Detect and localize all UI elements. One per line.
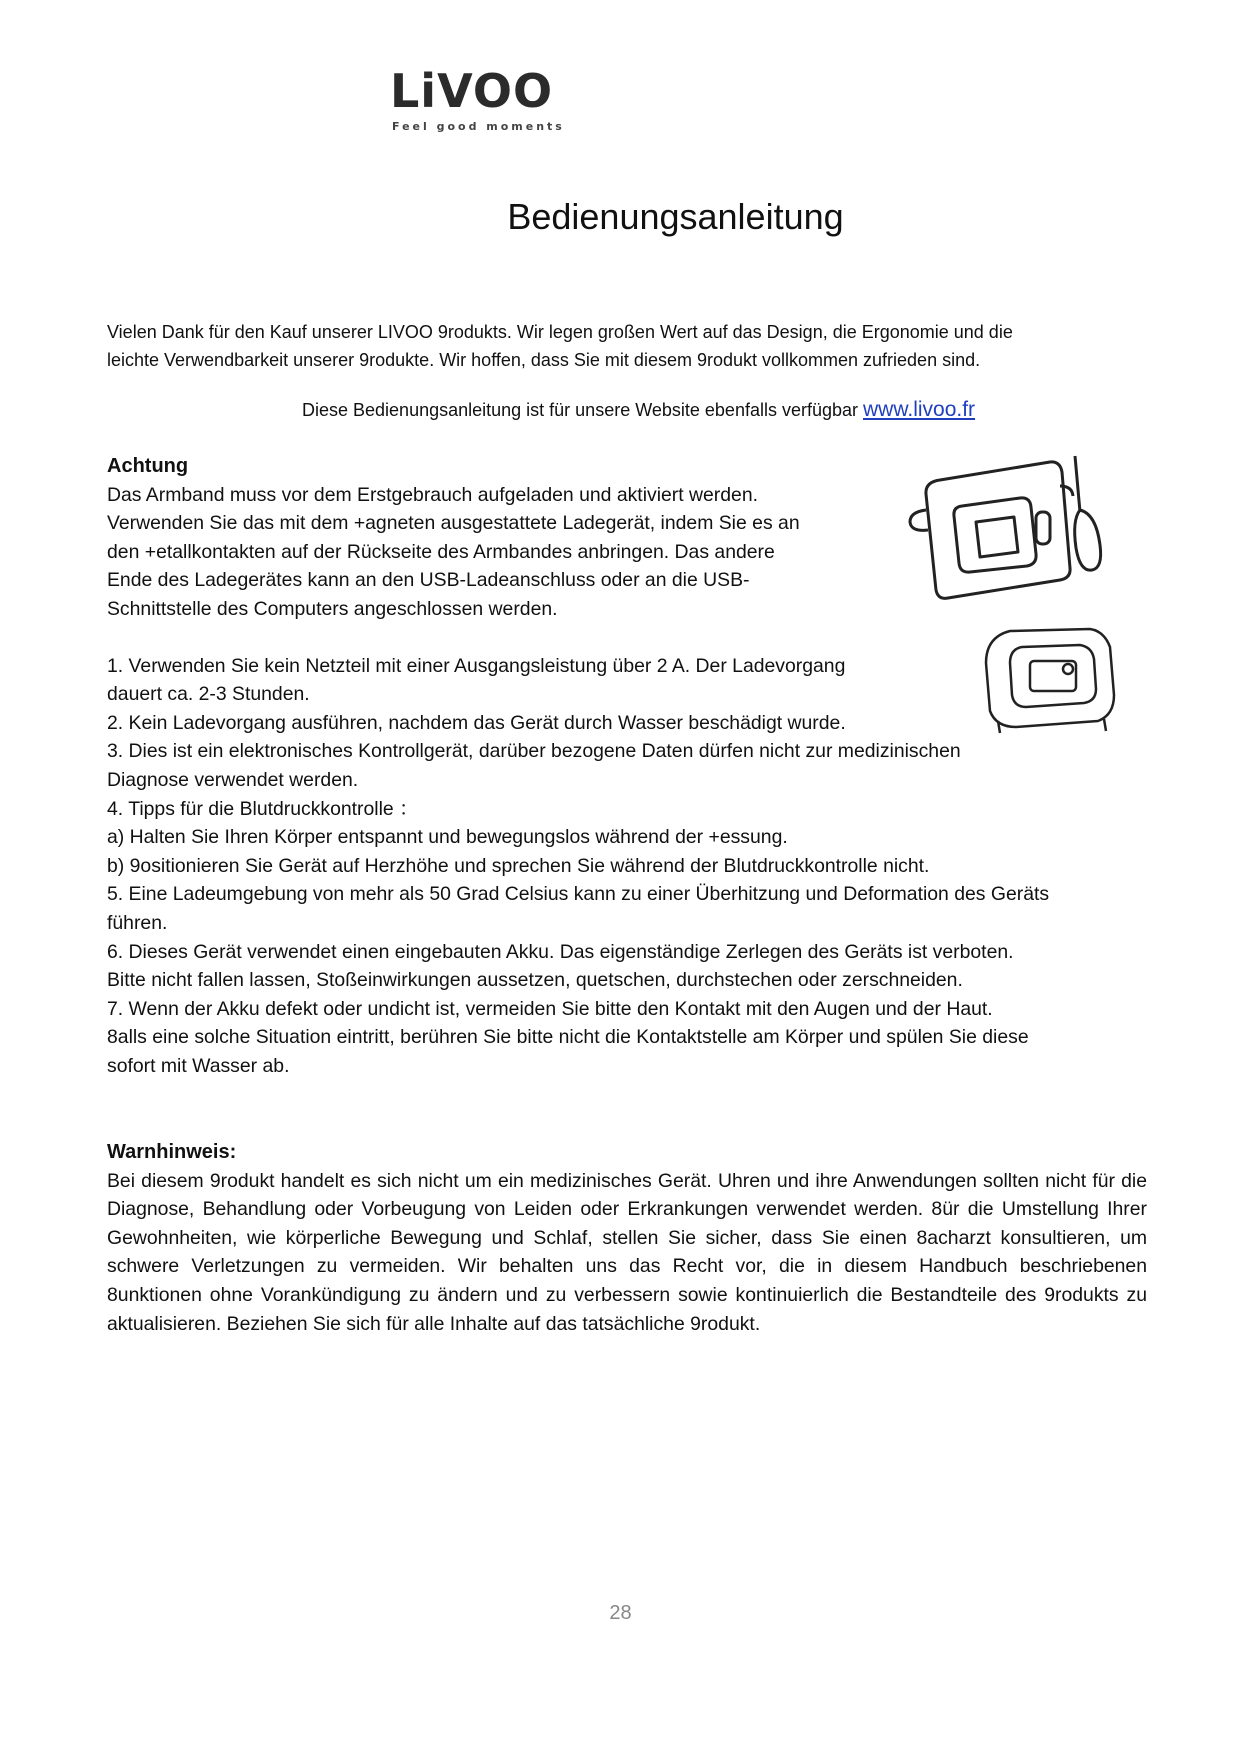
- charging-line: Ende des Ladegerätes kann an den USB-Ladeanschluss oder an die USB-: [107, 569, 750, 592]
- warning-heading: Warnhinweis:: [107, 1141, 237, 1163]
- safety-item: 7. Wenn der Akku defekt oder undicht ist, vermeiden Sie bitte den Kontakt mit den Augen und der Haut.: [107, 997, 993, 1020]
- website-link[interactable]: www.livoo.fr: [863, 398, 976, 421]
- website-note-text: Diese Bedienungsanleitung ist für unsere Website ebenfalls verfügbar: [302, 400, 864, 420]
- safety-item: b) 9ositionieren Sie Gerät auf Herzhöhe und sprechen Sie während der Blutdruckkontrolle nicht.: [107, 854, 930, 877]
- safety-item: 3. Dies ist ein elektronisches Kontrollgerät, darüber bezogene Daten dürfen nicht zur medizinischen: [107, 740, 961, 763]
- warning-section: [107, 1138, 1147, 1338]
- charging-line: den +etallkontakten auf der Rückseite des Armbandes anbringen. Das andere: [107, 540, 775, 563]
- safety-item: Bitte nicht fallen lassen, Stoßeinwirkungen aussetzen, quetschen, durchstechen oder zerschneiden.: [107, 969, 963, 992]
- safety-item: dauert ca. 2-3 Stunden.: [107, 683, 310, 706]
- logo-tagline: Feel good moments: [392, 120, 565, 133]
- safety-item: sofort mit Wasser ab.: [107, 1054, 290, 1077]
- page-title: Bedienungsanleitung: [507, 196, 844, 237]
- charging-line: Das Armband muss vor dem Erstgebrauch aufgeladen und aktiviert werden.: [107, 483, 759, 506]
- safety-item: Diagnose verwendet werden.: [107, 768, 359, 791]
- intro-line-2: leichte Verwendbarkeit unserer 9rodukte. Wir hoffen, dass Sie mit diesem 9rodukt vollkommen zufrieden sind.: [107, 350, 981, 370]
- charging-instructions: [107, 481, 887, 624]
- safety-item: 5. Eine Ladeumgebung von mehr als 50 Grad Celsius kann zu einer Überhitzung und Deformation des Geräts: [107, 883, 1050, 906]
- intro-paragraph: [107, 318, 1147, 374]
- safety-item: 2. Kein Ladevorgang ausführen, nachdem das Gerät durch Wasser beschädigt wurde.: [107, 711, 846, 734]
- livoo-logo: LiVOO: [390, 64, 554, 118]
- intro-line-1: Vielen Dank für den Kauf unserer LIVOO 9rodukts. Wir legen großen Wert auf das Design, die Ergonomie und die: [107, 322, 1013, 342]
- charging-line: Schnittstelle des Computers angeschlossen werden.: [107, 597, 558, 620]
- warning-text: Bei diesem 9rodukt handelt es sich nicht um ein medizinisches Gerät. Uhren und ihre Anwendungen sollten nicht für die Diagnose, Behandlung oder Vorbeugung von Leiden oder Erkrankungen verwendet werden. 8ür die Umstellung Ihrer Gewohnheiten, wie körperliche Bewegung und Schlaf, stellen Sie sicher, dass Sie einen 8acharzt konsultieren, um schwere Verletzungen zu vermeiden. Wir behalten uns das Recht vor, die in diesem Handbuch beschriebenen 8unktionen ohne Vorankündigung zu ändern und zu verbessern sowie kontinuierlich die Bestandteile des 9rodukts zu aktualisieren. Beziehen Sie sich für alle Inhalte auf das tatsächliche 9rodukt.: [107, 1169, 1147, 1335]
- website-note: [302, 398, 975, 422]
- safety-item: a) Halten Sie Ihren Körper entspannt und bewegungslos während der +essung.: [107, 826, 788, 849]
- achtung-heading: Achtung: [107, 455, 189, 477]
- safety-item: 8alls eine solche Situation eintritt, berühren Sie bitte nicht die Kontaktstelle am Körper und spülen Sie diese: [107, 1026, 1029, 1049]
- safety-item: 4. Tipps für die Blutdruckkontrolle ：: [107, 797, 419, 820]
- safety-item: führen.: [107, 911, 168, 934]
- safety-item: 1. Verwenden Sie kein Netzteil mit einer Ausgangsleistung über 2 A. Der Ladevorgang: [107, 654, 846, 677]
- charging-line: Verwenden Sie das mit dem +agneten ausgestattete Ladegerät, indem Sie es an: [107, 512, 800, 535]
- page-number: 28: [609, 1602, 632, 1624]
- watch-back-illustration: [980, 625, 1120, 737]
- charger-illustration: [900, 450, 1115, 610]
- safety-item: 6. Dieses Gerät verwendet einen eingebauten Akku. Das eigenständige Zerlegen des Geräts ist verboten.: [107, 940, 1014, 963]
